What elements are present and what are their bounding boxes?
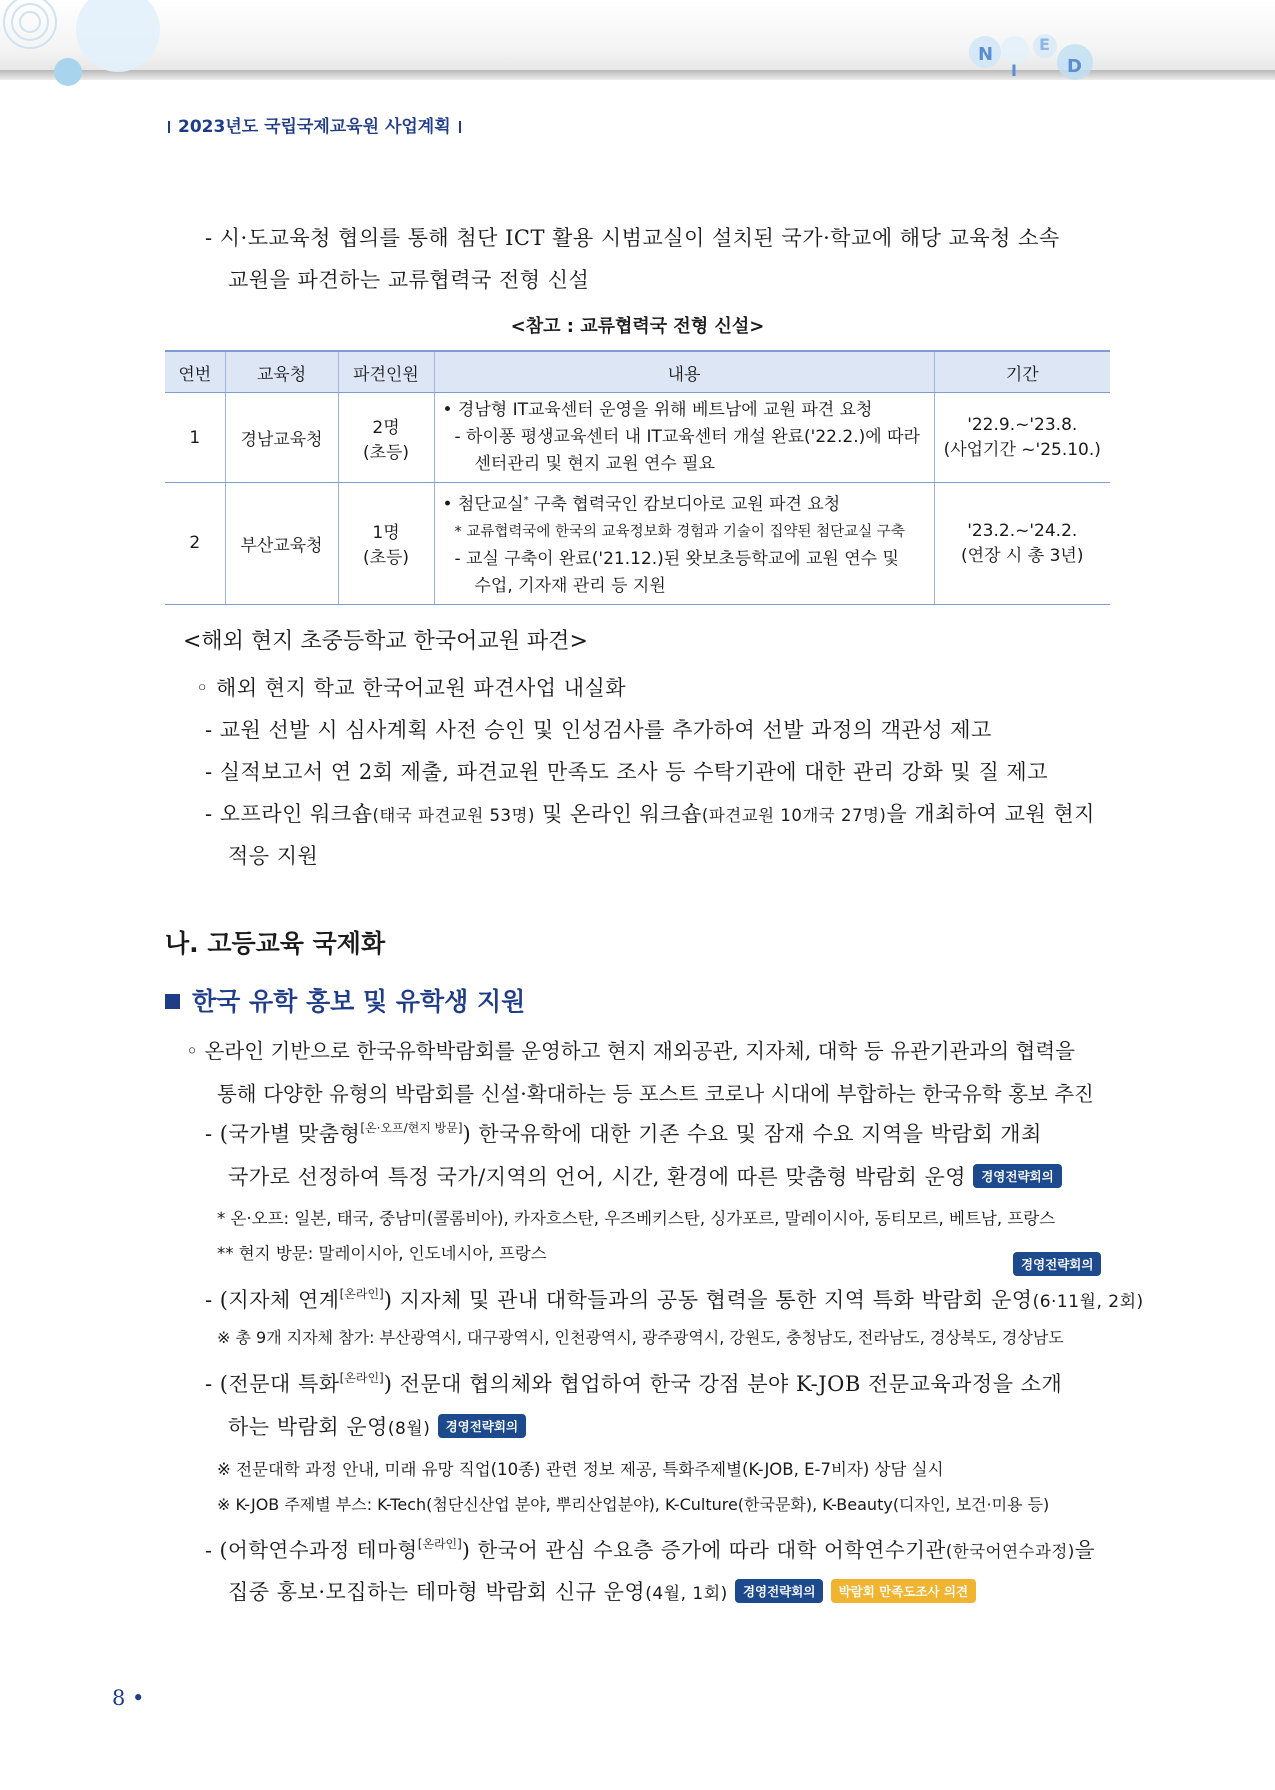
intro-line-1: - 시·도교육청 협의를 통해 첨단 ICT 활용 시범교실이 설치된 국가·학교에 해당 교육청 소속 bbox=[205, 226, 1060, 250]
study-note-1: * 온·오프: 일본, 태국, 중남미(콜롬비아), 카자흐스탄, 우즈베키스탄, 싱가포르, 말레이시아, 동티모르, 베트남, 프랑스 bbox=[217, 1209, 1056, 1228]
content-line: - 교실 구축이 완료('21.12.)된 왓보초등학교에 교원 연수 및 bbox=[454, 548, 899, 569]
svg-text:E: E bbox=[1039, 35, 1050, 54]
strategy-meeting-tag: 경영전략회의 bbox=[438, 1414, 526, 1438]
page-number: 8 • bbox=[112, 1686, 145, 1710]
period-value: '23.2.~'24.2. bbox=[967, 520, 1078, 541]
content-line: • 경남형 IT교육센터 운영을 위해 베트남에 교원 파견 요청 bbox=[442, 400, 873, 420]
study-korea-bullet-line-1: ◦ 온라인 기반으로 한국유학박람회를 운영하고 현지 재외공관, 지자체, 대학 등 유관기관과의 협력을 bbox=[186, 1039, 1075, 1063]
study-item-4: - (어학연수과정 테마형[온라인]) 한국어 관심 수요층 증가에 따라 대학 어학연수기관(한국어연수과정)을 bbox=[205, 1537, 1096, 1562]
count-value: 1명 bbox=[372, 523, 400, 544]
survey-opinion-tag: 박람회 만족도조사 의견 bbox=[831, 1579, 976, 1603]
strategy-meeting-tag: 경영전략회의 bbox=[1013, 1252, 1101, 1276]
study-note-4: ※ 전문대학 과정 안내, 미래 유망 직업(10종) 관련 정보 제공, 특화주제별(K-JOB, E-7비자) 상담 실시 bbox=[217, 1460, 944, 1479]
period-sub: (연장 시 총 3년) bbox=[961, 545, 1084, 566]
row-number: 1 bbox=[165, 393, 225, 483]
row-count bbox=[338, 393, 434, 483]
study-item-1-line-2: 국가로 선정하여 특정 국가/지역의 언어, 시간, 환경에 따른 맞춤형 박람회 운영 경영전략회의 bbox=[228, 1161, 1062, 1191]
content-line: • 첨단교실* 구축 협력국인 캄보디아로 교원 파견 요청 bbox=[442, 494, 841, 515]
study-item-4-line-2: 집중 홍보·모집하는 테마형 박람회 신규 운영(4월, 1회) 경영전략회의 박람회 만족도조사 의견 bbox=[228, 1576, 976, 1606]
study-note-3: ※ 총 9개 지자체 참가: 부산광역시, 대구광역시, 인천광역시, 광주광역시, 강원도, 충청남도, 전라남도, 경상북도, 경상남도 bbox=[217, 1328, 1064, 1347]
content-line: 센터관리 및 현지 교원 연수 필요 bbox=[474, 454, 716, 474]
count-sub: (초등) bbox=[362, 548, 410, 569]
korean-teacher-item-3-line-2: 적응 지원 bbox=[228, 844, 319, 868]
row-content bbox=[434, 393, 934, 483]
study-item-3-line-2: 하는 박람회 운영(8월) 경영전략회의 bbox=[228, 1411, 526, 1441]
study-korea-bullet-line-2: 통해 다양한 유형의 박람회를 신설·확대하는 등 포스트 코로나 시대에 부합하는 한국유학 홍보 추진 bbox=[217, 1082, 1094, 1106]
korean-teacher-item-2: - 실적보고서 연 2회 제출, 파견교원 만족도 조사 등 수탁기관에 대한 관리 강화 및 질 제고 bbox=[205, 760, 1048, 784]
svg-text:D: D bbox=[1067, 56, 1082, 77]
reference-table bbox=[165, 350, 1110, 605]
reference-caption: <참고 : 교류협력국 전형 신설> bbox=[510, 316, 765, 337]
period-sub: (사업기간 ~'25.10.) bbox=[943, 440, 1101, 460]
strategy-meeting-tag: 경영전략회의 bbox=[735, 1579, 823, 1603]
footnote-line: * 교류협력국에 한국의 교육정보화 경험과 기술이 집약된 첨단교실 구축 bbox=[454, 523, 905, 540]
study-note-2: ** 현지 방문: 말레이시아, 인도네시아, 프랑스 bbox=[217, 1244, 547, 1263]
subsection-heading: 한국 유학 홍보 및 유학생 지원 bbox=[165, 982, 525, 1018]
row-period bbox=[934, 393, 1110, 483]
table-row bbox=[165, 393, 1110, 483]
column-header: 내용 bbox=[434, 351, 934, 393]
korean-teacher-item-1: - 교원 선발 시 심사계획 사전 승인 및 인성검사를 추가하여 선발 과정의 객관성 제고 bbox=[205, 718, 992, 742]
count-sub: (초등) bbox=[362, 442, 410, 463]
row-office: 부산교육청 bbox=[225, 483, 338, 605]
row-content bbox=[434, 483, 934, 605]
strategy-meeting-tag: 경영전략회의 bbox=[973, 1164, 1061, 1188]
row-period bbox=[934, 483, 1110, 605]
count-value: 2명 bbox=[372, 417, 400, 438]
intro-line-2: 교원을 파견하는 교류협력국 전형 신설 bbox=[228, 268, 590, 292]
running-header bbox=[160, 112, 469, 137]
decorative-circles-icon bbox=[0, 0, 200, 95]
running-header-text: 2023년도 국립국제교육원 사업계획 bbox=[178, 117, 451, 137]
svg-text:I: I bbox=[1011, 61, 1017, 80]
column-header: 연번 bbox=[165, 351, 225, 393]
section-heading: 나. 고등교육 국제화 bbox=[165, 929, 386, 958]
study-item-2: - (지자체 연계[온라인]) 지자체 및 관내 대학들과의 공동 협력을 통한 지역 특화 박람회 운영(6·11월, 2회) bbox=[205, 1287, 1144, 1312]
table-row bbox=[165, 483, 1110, 605]
svg-text:N: N bbox=[978, 44, 994, 65]
period-value: '22.9.~'23.8. bbox=[967, 415, 1078, 435]
korean-teacher-title: <해외 현지 초중등학교 한국어교원 파견> bbox=[183, 629, 588, 654]
korean-teacher-item-3: - 오프라인 워크숍(태국 파견교원 53명) 및 온라인 워크숍(파견교원 10개국 27명)을 개최하여 교원 현지 bbox=[205, 802, 1095, 826]
column-header: 기간 bbox=[934, 351, 1110, 393]
study-item-3: - (전문대 특화[온라인]) 전문대 협의체와 협업하여 한국 강점 분야 K-JOB 전문교육과정을 소개 bbox=[205, 1371, 1063, 1396]
column-header: 교육청 bbox=[225, 351, 338, 393]
row-office: 경남교육청 bbox=[225, 393, 338, 483]
nied-logo-icon bbox=[965, 20, 1115, 90]
study-item-1: - (국가별 맞춤형[온·오프/현지 방문]) 한국유학에 대한 기존 수요 및 잠재 수요 지역을 박람회 개최 bbox=[205, 1121, 1042, 1146]
study-note-5: ※ K-JOB 주제별 부스: K-Tech(첨단신산업 분야, 뿌리산업분야), K-Culture(한국문화), K-Beauty(디자인, 보건·미용 등) bbox=[217, 1495, 1050, 1514]
content-line: 수업, 기자재 관리 등 지원 bbox=[474, 575, 666, 596]
row-number: 2 bbox=[165, 483, 225, 605]
row-count bbox=[338, 483, 434, 605]
column-header: 파견인원 bbox=[338, 351, 434, 393]
square-bullet-icon bbox=[165, 994, 180, 1009]
strategy-meeting-tag-wrap bbox=[1013, 1252, 1101, 1276]
korean-teacher-bullet: ◦ 해외 현지 학교 한국어교원 파견사업 내실화 bbox=[196, 676, 627, 700]
table-header-row bbox=[165, 351, 1110, 393]
content-line: - 하이퐁 평생교육센터 내 IT교육센터 개설 완료('22.2.)에 따라 bbox=[454, 427, 920, 447]
